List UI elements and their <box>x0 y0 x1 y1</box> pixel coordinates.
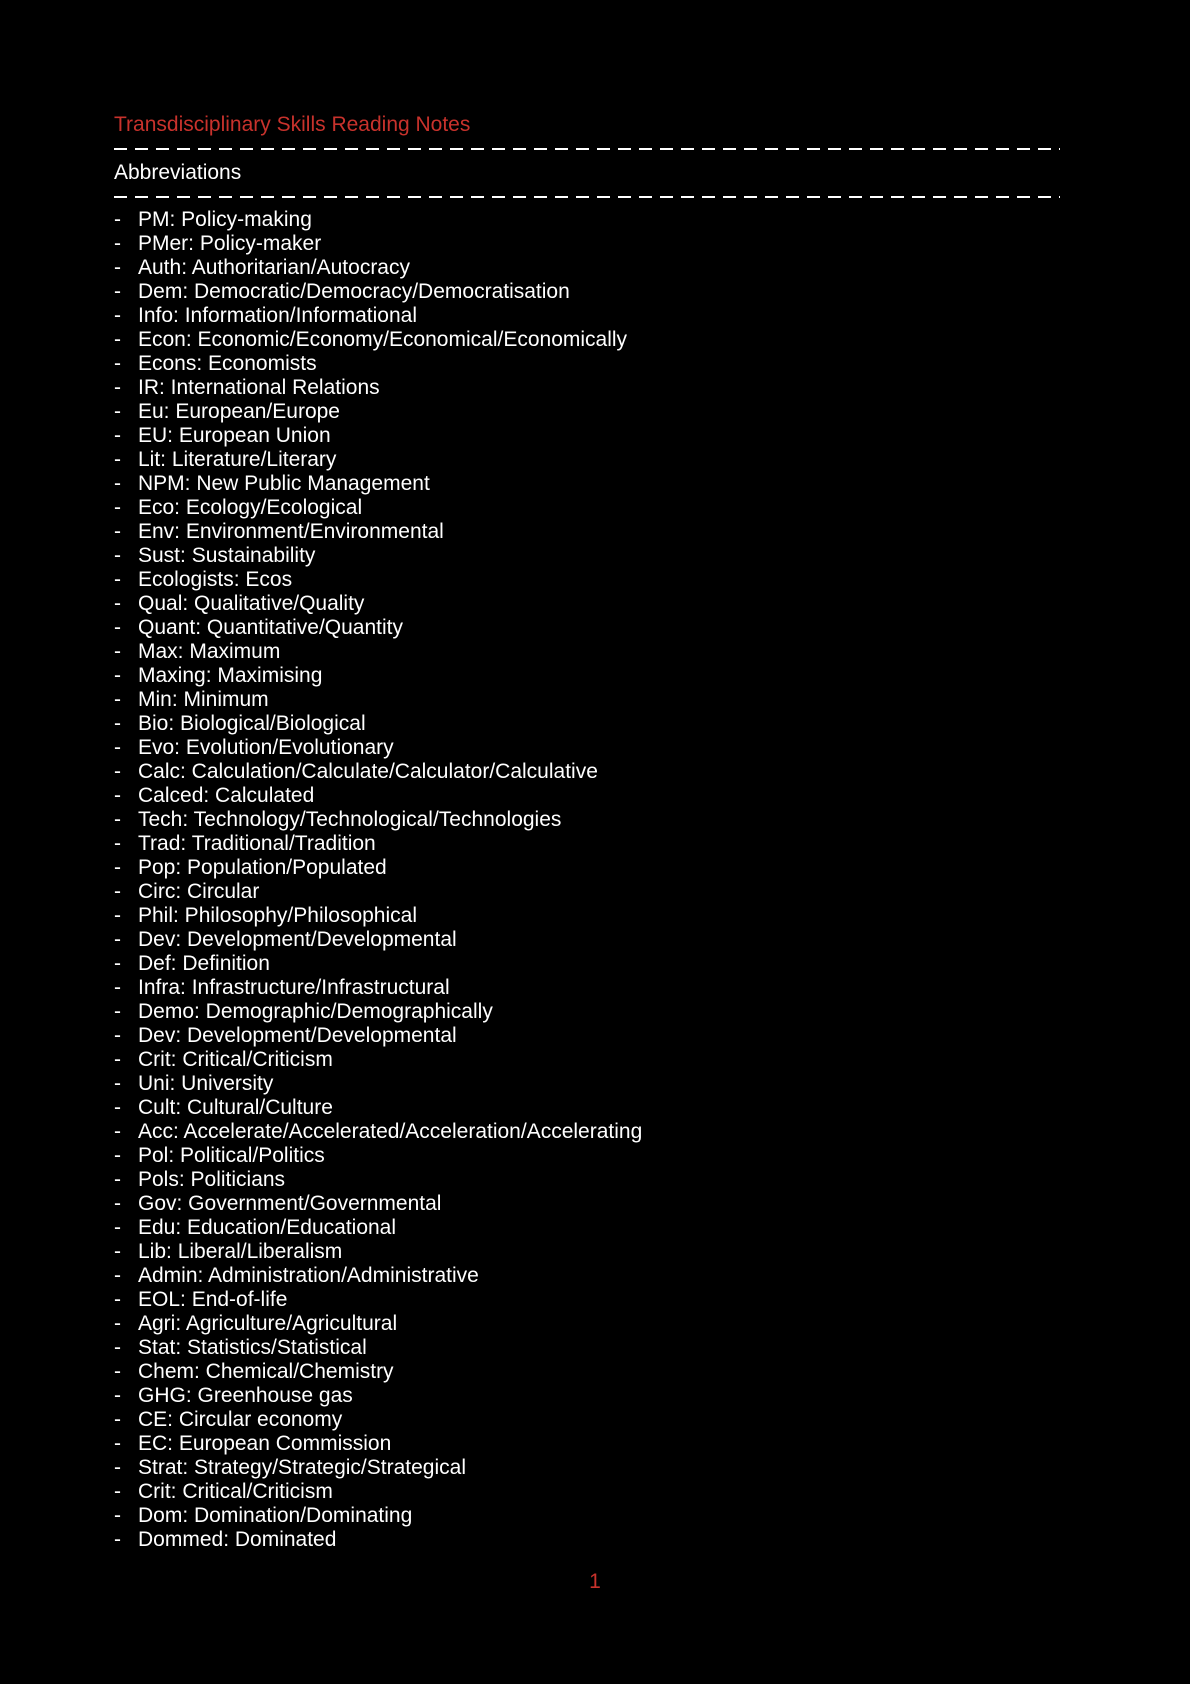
list-item <box>114 1312 1060 1336</box>
list-dash-bullet: - <box>114 496 121 519</box>
abbreviation-entry: Pol: Political/Politics <box>138 1144 325 1167</box>
list-dash-bullet: - <box>114 1528 121 1551</box>
list-dash-bullet: - <box>114 1216 121 1239</box>
abbreviation-entry: Env: Environment/Environmental <box>138 520 444 543</box>
list-item <box>114 976 1060 1000</box>
list-item <box>114 328 1060 352</box>
list-dash-bullet: - <box>114 1480 121 1503</box>
list-item <box>114 736 1060 760</box>
list-item <box>114 520 1060 544</box>
abbreviation-entry: Agri: Agriculture/Agricultural <box>138 1312 398 1335</box>
list-item <box>114 1240 1060 1264</box>
list-item <box>114 1024 1060 1048</box>
list-dash-bullet: - <box>114 352 121 375</box>
abbreviation-entry: Min: Minimum <box>138 688 269 711</box>
abbreviation-entry: Maxing: Maximising <box>138 664 323 687</box>
list-item <box>114 208 1060 232</box>
abbreviation-entry: EOL: End-of-life <box>138 1288 288 1311</box>
list-dash-bullet: - <box>114 808 121 831</box>
list-dash-bullet: - <box>114 976 121 999</box>
list-dash-bullet: - <box>114 232 121 255</box>
abbreviation-entry: Trad: Traditional/Tradition <box>138 832 376 855</box>
abbreviation-entry: Crit: Critical/Criticism <box>138 1048 333 1071</box>
list-dash-bullet: - <box>114 1144 121 1167</box>
list-item <box>114 640 1060 664</box>
list-item <box>114 1048 1060 1072</box>
abbreviation-entry: Chem: Chemical/Chemistry <box>138 1360 394 1383</box>
list-item <box>114 952 1060 976</box>
abbreviation-entry: Quant: Quantitative/Quantity <box>138 616 403 639</box>
list-item <box>114 688 1060 712</box>
list-item <box>114 1456 1060 1480</box>
abbreviation-entry: Qual: Qualitative/Quality <box>138 592 365 615</box>
list-item <box>114 832 1060 856</box>
list-item <box>114 1432 1060 1456</box>
list-item <box>114 928 1060 952</box>
abbreviation-entry: Uni: University <box>138 1072 274 1095</box>
abbreviation-entry: Def: Definition <box>138 952 270 975</box>
document-title: Transdisciplinary Skills Reading Notes <box>114 113 471 136</box>
abbreviation-entry: GHG: Greenhouse gas <box>138 1384 353 1407</box>
list-dash-bullet: - <box>114 1456 121 1479</box>
list-dash-bullet: - <box>114 448 121 471</box>
list-item <box>114 496 1060 520</box>
list-dash-bullet: - <box>114 712 121 735</box>
abbreviation-entry: Lit: Literature/Literary <box>138 448 337 471</box>
list-dash-bullet: - <box>114 640 121 663</box>
list-dash-bullet: - <box>114 520 121 543</box>
abbreviation-entry: Dommed: Dominated <box>138 1528 337 1551</box>
abbreviation-entry: Edu: Education/Educational <box>138 1216 397 1239</box>
list-item <box>114 400 1060 424</box>
list-item <box>114 544 1060 568</box>
list-item <box>114 1528 1060 1552</box>
list-item <box>114 1336 1060 1360</box>
abbreviation-entry: Lib: Liberal/Liberalism <box>138 1240 343 1263</box>
list-dash-bullet: - <box>114 736 121 759</box>
list-dash-bullet: - <box>114 1168 121 1191</box>
list-item <box>114 880 1060 904</box>
list-dash-bullet: - <box>114 1120 121 1143</box>
list-dash-bullet: - <box>114 472 121 495</box>
list-dash-bullet: - <box>114 304 121 327</box>
list-dash-bullet: - <box>114 1432 121 1455</box>
list-dash-bullet: - <box>114 1192 121 1215</box>
list-dash-bullet: - <box>114 1096 121 1119</box>
list-item <box>114 256 1060 280</box>
abbreviation-entry: Demo: Demographic/Demographically <box>138 1000 493 1023</box>
list-dash-bullet: - <box>114 400 121 423</box>
list-dash-bullet: - <box>114 424 121 447</box>
list-item <box>114 1288 1060 1312</box>
list-dash-bullet: - <box>114 832 121 855</box>
abbreviation-entry: Auth: Authoritarian/Autocracy <box>138 256 410 279</box>
abbreviation-entry: EC: European Commission <box>138 1432 392 1455</box>
list-dash-bullet: - <box>114 1384 121 1407</box>
abbreviation-entry: Admin: Administration/Administrative <box>138 1264 479 1287</box>
list-dash-bullet: - <box>114 688 121 711</box>
abbreviation-list <box>114 208 1060 1552</box>
list-item <box>114 448 1060 472</box>
list-dash-bullet: - <box>114 1264 121 1287</box>
list-dash-bullet: - <box>114 760 121 783</box>
abbreviation-entry: Evo: Evolution/Evolutionary <box>138 736 394 759</box>
list-dash-bullet: - <box>114 256 121 279</box>
abbreviation-entry: IR: International Relations <box>138 376 380 399</box>
abbreviation-entry: Sust: Sustainability <box>138 544 316 567</box>
page-number: 1 <box>589 1570 601 1593</box>
list-item <box>114 280 1060 304</box>
list-item <box>114 1408 1060 1432</box>
list-item <box>114 1264 1060 1288</box>
abbreviation-entry: Econ: Economic/Economy/Economical/Economically <box>138 328 628 351</box>
list-dash-bullet: - <box>114 952 121 975</box>
list-item <box>114 1072 1060 1096</box>
list-item <box>114 1384 1060 1408</box>
list-dash-bullet: - <box>114 1408 121 1431</box>
abbreviation-entry: NPM: New Public Management <box>138 472 430 495</box>
list-item <box>114 1480 1060 1504</box>
list-dash-bullet: - <box>114 280 121 303</box>
document-page <box>114 112 1060 1552</box>
abbreviation-entry: Eco: Ecology/Ecological <box>138 496 363 519</box>
list-item <box>114 1000 1060 1024</box>
list-dash-bullet: - <box>114 1312 121 1335</box>
abbreviation-entry: CE: Circular economy <box>138 1408 343 1431</box>
abbreviation-entry: Dem: Democratic/Democracy/Democratisation <box>138 280 570 303</box>
list-dash-bullet: - <box>114 904 121 927</box>
list-item <box>114 376 1060 400</box>
list-item <box>114 1192 1060 1216</box>
abbreviation-entry: Acc: Accelerate/Accelerated/Acceleration/Accelerating <box>138 1120 643 1143</box>
list-item <box>114 904 1060 928</box>
list-dash-bullet: - <box>114 328 121 351</box>
abbreviation-entry: Crit: Critical/Criticism <box>138 1480 333 1503</box>
list-item <box>114 568 1060 592</box>
list-item <box>114 616 1060 640</box>
list-dash-bullet: - <box>114 544 121 567</box>
abbreviation-entry: Ecologists: Ecos <box>138 568 293 591</box>
list-item <box>114 1168 1060 1192</box>
abbreviation-entry: Info: Information/Informational <box>138 304 417 327</box>
abbreviation-entry: Econs: Economists <box>138 352 317 375</box>
abbreviation-entry: PM: Policy-making <box>138 208 312 231</box>
dashed-divider-top <box>114 148 1060 150</box>
list-dash-bullet: - <box>114 856 121 879</box>
abbreviation-entry: EU: European Union <box>138 424 331 447</box>
list-dash-bullet: - <box>114 1048 121 1071</box>
abbreviation-entry: Dom: Domination/Dominating <box>138 1504 413 1527</box>
abbreviation-entry: Cult: Cultural/Culture <box>138 1096 333 1119</box>
abbreviation-entry: Circ: Circular <box>138 880 260 903</box>
list-dash-bullet: - <box>114 1024 121 1047</box>
list-item <box>114 472 1060 496</box>
list-dash-bullet: - <box>114 664 121 687</box>
list-dash-bullet: - <box>114 592 121 615</box>
abbreviation-entry: Pop: Population/Populated <box>138 856 387 879</box>
list-item <box>114 352 1060 376</box>
list-item <box>114 784 1060 808</box>
abbreviation-entry: Gov: Government/Governmental <box>138 1192 442 1215</box>
abbreviation-entry: Calced: Calculated <box>138 784 315 807</box>
list-dash-bullet: - <box>114 1336 121 1359</box>
list-item <box>114 1120 1060 1144</box>
list-item <box>114 712 1060 736</box>
list-dash-bullet: - <box>114 208 121 231</box>
section-heading: Abbreviations <box>114 161 242 184</box>
list-item <box>114 232 1060 256</box>
list-dash-bullet: - <box>114 784 121 807</box>
list-item <box>114 592 1060 616</box>
list-item <box>114 1360 1060 1384</box>
list-item <box>114 1504 1060 1528</box>
list-dash-bullet: - <box>114 568 121 591</box>
list-item <box>114 760 1060 784</box>
list-item <box>114 1216 1060 1240</box>
list-item <box>114 1144 1060 1168</box>
list-item <box>114 424 1060 448</box>
list-item <box>114 1096 1060 1120</box>
abbreviation-entry: Pols: Politicians <box>138 1168 286 1191</box>
abbreviation-entry: Phil: Philosophy/Philosophical <box>138 904 417 927</box>
list-item <box>114 664 1060 688</box>
abbreviation-entry: Calc: Calculation/Calculate/Calculator/Calculative <box>138 760 598 783</box>
abbreviation-entry: Dev: Development/Developmental <box>138 928 457 951</box>
list-dash-bullet: - <box>114 1288 121 1311</box>
abbreviation-entry: Bio: Biological/Biological <box>138 712 366 735</box>
abbreviation-entry: Strat: Strategy/Strategic/Strategical <box>138 1456 466 1479</box>
abbreviation-entry: Dev: Development/Developmental <box>138 1024 457 1047</box>
list-dash-bullet: - <box>114 1000 121 1023</box>
abbreviation-entry: Eu: European/Europe <box>138 400 340 423</box>
list-dash-bullet: - <box>114 1240 121 1263</box>
abbreviation-entry: Max: Maximum <box>138 640 281 663</box>
abbreviation-entry: Infra: Infrastructure/Infrastructural <box>138 976 450 999</box>
abbreviation-entry: Stat: Statistics/Statistical <box>138 1336 367 1359</box>
list-dash-bullet: - <box>114 1360 121 1383</box>
list-dash-bullet: - <box>114 376 121 399</box>
list-item <box>114 856 1060 880</box>
abbreviation-entry: PMer: Policy-maker <box>138 232 322 255</box>
list-item <box>114 808 1060 832</box>
list-dash-bullet: - <box>114 1072 121 1095</box>
list-item <box>114 304 1060 328</box>
list-dash-bullet: - <box>114 616 121 639</box>
list-dash-bullet: - <box>114 880 121 903</box>
list-dash-bullet: - <box>114 928 121 951</box>
list-dash-bullet: - <box>114 1504 121 1527</box>
dashed-divider-bottom <box>114 196 1060 198</box>
abbreviation-entry: Tech: Technology/Technological/Technologies <box>138 808 562 831</box>
